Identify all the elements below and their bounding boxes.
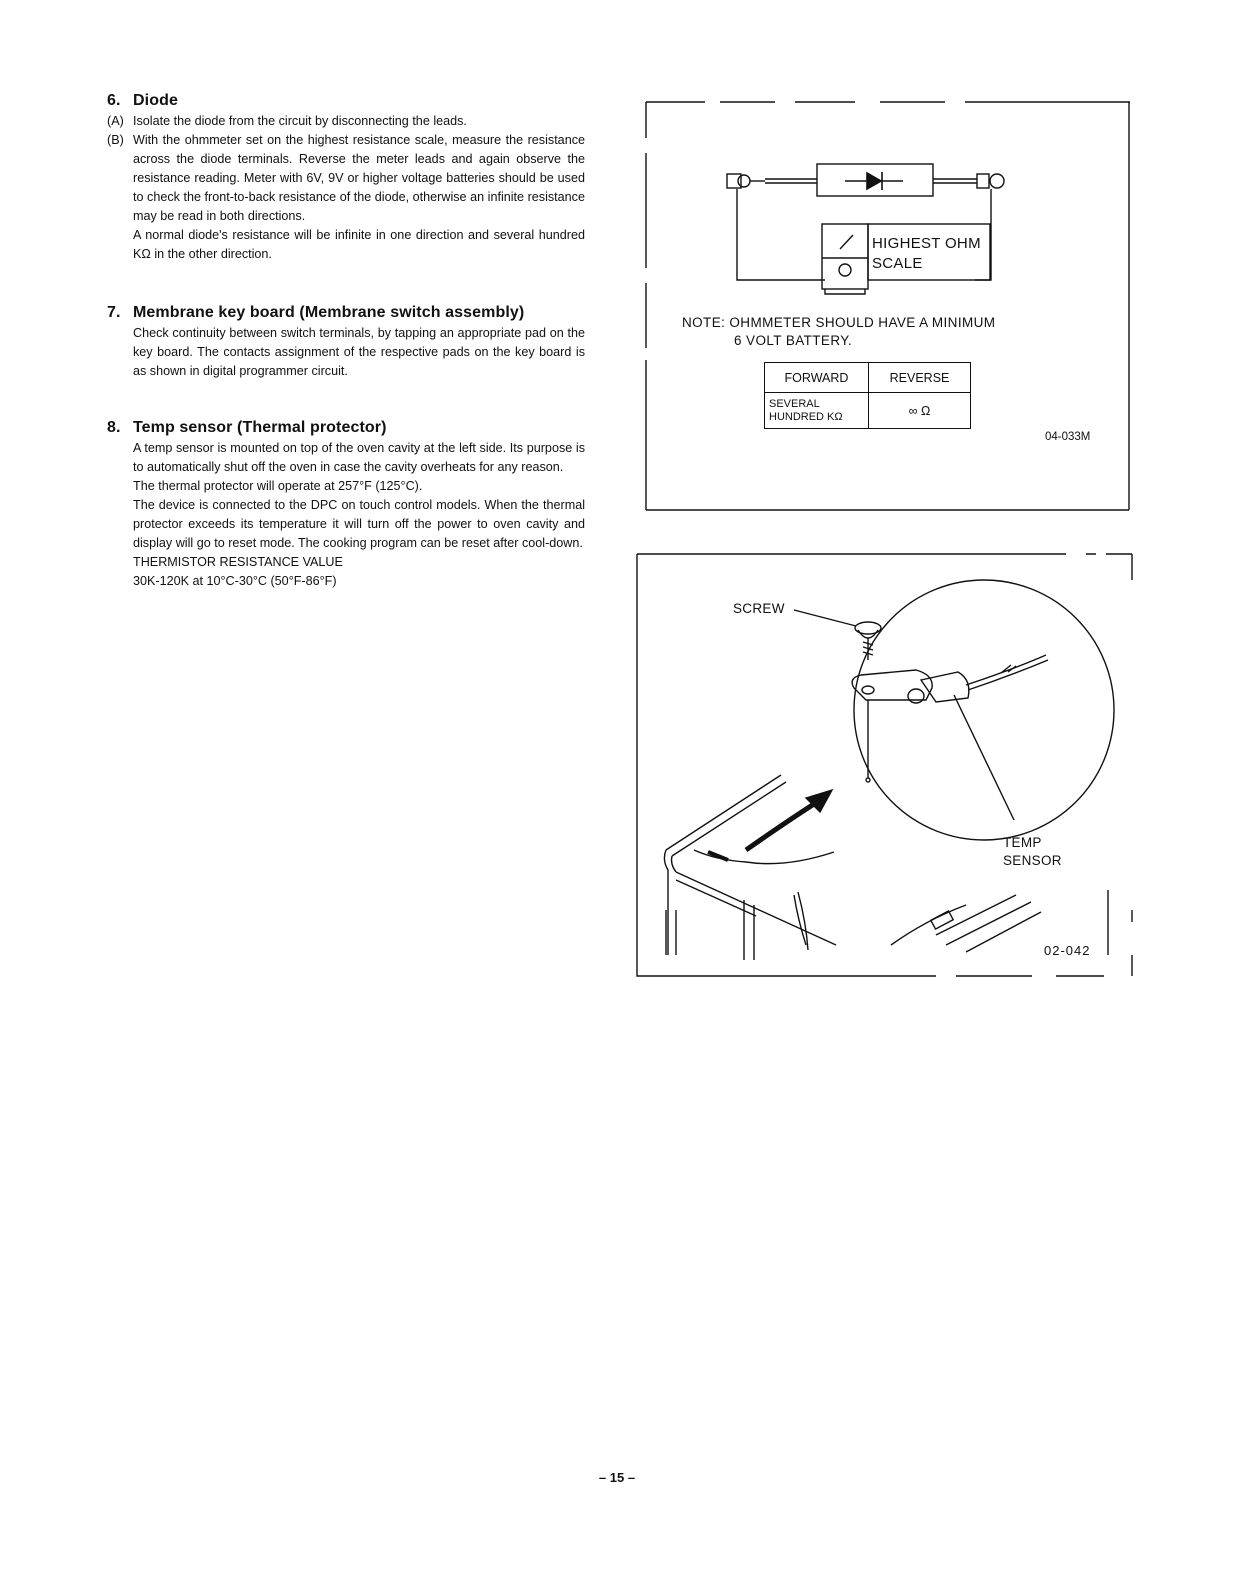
list-item: (A) Isolate the diode from the circuit by disconnecting the leads. xyxy=(107,114,467,128)
diode-circuit-diagram xyxy=(645,98,1131,512)
list-item: (B) With the ohmmeter set on the highest resistance scale, measure the resistance across the diode terminals. Reverse the meter leads and again observe the resistance reading. Meter with 6V, 9V or higher voltage batteries should be used to check the front-to-back resistance of the diode, otherwise an infinite resistance may be read in both directions. xyxy=(107,133,585,223)
table-header-reverse: REVERSE xyxy=(869,363,971,393)
section-diode xyxy=(107,92,585,264)
screw-label: SCREW xyxy=(733,601,785,616)
meter-label: HIGHEST OHM SCALE xyxy=(872,235,981,272)
text-column xyxy=(107,92,585,621)
section-heading: 8. Temp sensor (Thermal protector) xyxy=(107,419,387,436)
table-cell-reverse: ∞ Ω xyxy=(869,393,971,429)
section-heading: 7. Membrane key board (Membrane switch assembly) xyxy=(107,304,525,321)
page-number: – 15 – xyxy=(598,1470,636,1485)
paragraph: THERMISTOR RESISTANCE VALUE xyxy=(133,555,343,569)
paragraph: The device is connected to the DPC on touch control models. When the thermal protector exceeds its temperature it will turn off the power to oven cavity and display will go to reset mode. The cooking program can be reset after cool-down. xyxy=(133,498,585,550)
section-membrane-keyboard xyxy=(107,304,585,381)
paragraph: Check continuity between switch terminals, by tapping an appropriate pad on the key board. The contacts assignment of the respective pads on the key board is as shown in digital programmer circuit. xyxy=(133,326,585,378)
temp-sensor-figure xyxy=(636,550,1134,982)
figure-id: 04-033M xyxy=(1045,431,1091,443)
note-text: NOTE: OHMMETER SHOULD HAVE A MINIMUM 6 VOLT BATTERY. xyxy=(682,315,996,348)
table-cell-forward: SEVERAL HUNDRED KΩ xyxy=(765,393,869,429)
paragraph: 30K-120K at 10°C-30°C (50°F-86°F) xyxy=(133,574,337,588)
resistance-table xyxy=(764,362,971,429)
paragraph: A normal diode's resistance will be infinite in one direction and several hundred KΩ in the other direction. xyxy=(133,228,585,261)
sensor-label: TEMP SENSOR xyxy=(1003,835,1062,868)
section-heading: 6. Diode xyxy=(107,92,178,109)
paragraph: The thermal protector will operate at 257°F (125°C). xyxy=(133,479,423,493)
temp-sensor-illustration xyxy=(636,550,1134,982)
table-header-forward: FORWARD xyxy=(765,363,869,393)
section-temp-sensor xyxy=(107,419,585,591)
paragraph: A temp sensor is mounted on top of the oven cavity at the left side. Its purpose is to automatically shut off the oven in case the cavity overheats for any reason. xyxy=(133,441,585,474)
diode-test-figure xyxy=(645,98,1131,512)
figure-id: 02-042 xyxy=(1044,943,1091,958)
